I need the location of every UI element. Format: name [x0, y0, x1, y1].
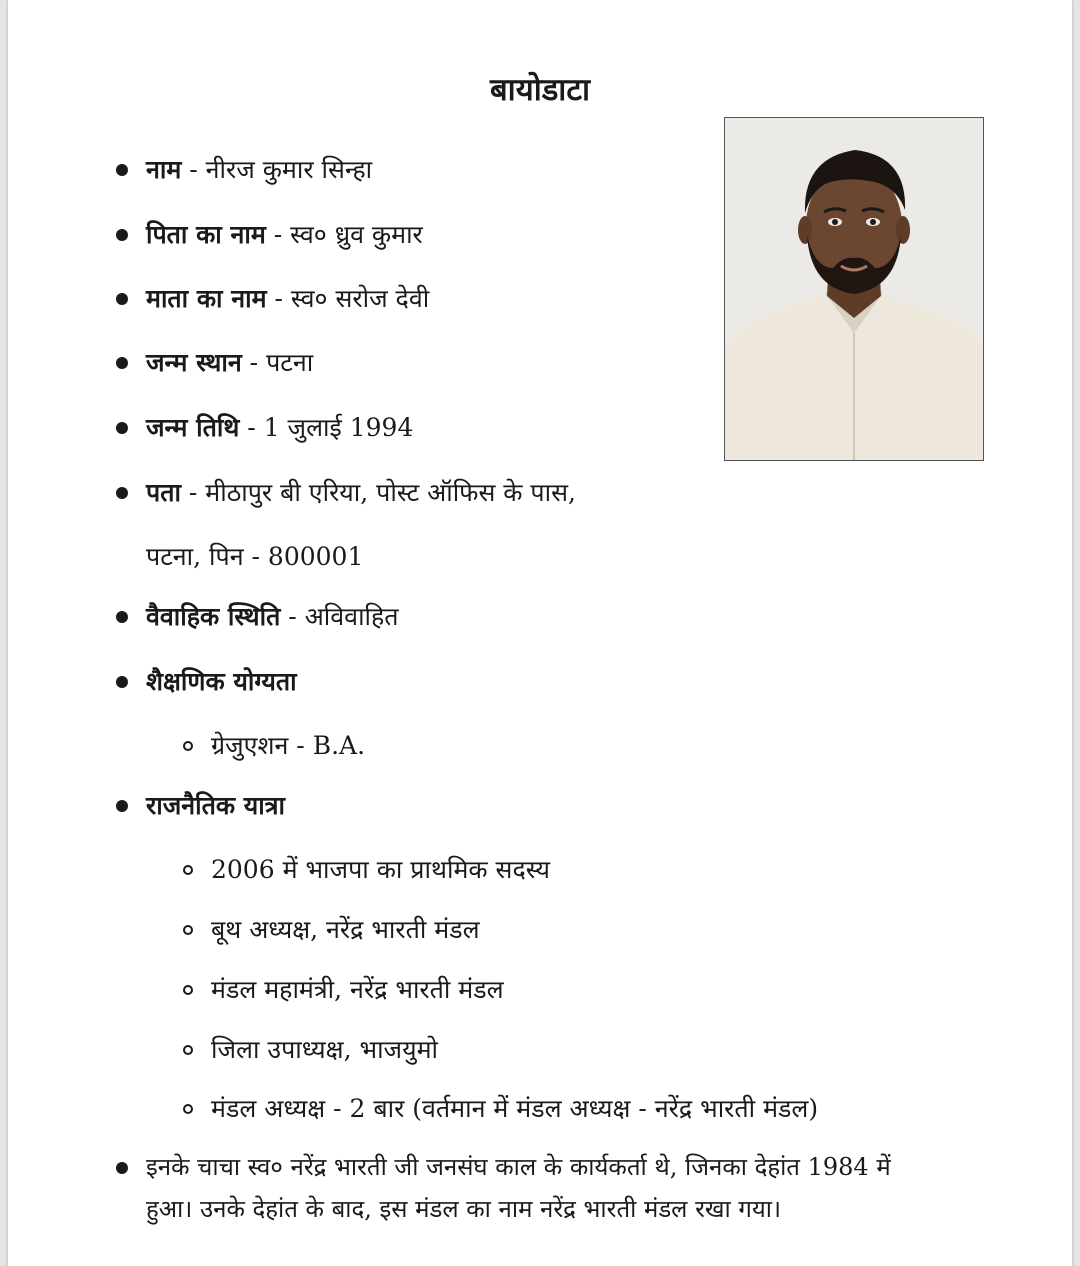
address-line-2: पटना, पिन - 800001: [146, 542, 364, 571]
bullet: [116, 293, 128, 305]
list-item-father-name: पिता का नाम - स्व० ध्रुव कुमार: [146, 220, 423, 249]
politics-item: बूथ अध्यक्ष, नरेंद्र भारती मंडल: [211, 915, 480, 944]
bullet: [116, 1162, 128, 1174]
bullet: [116, 229, 128, 241]
list-item-name: नाम - नीरज कुमार सिन्हा: [146, 155, 373, 184]
bullet: [116, 487, 128, 499]
note-line-1: इनके चाचा स्व० नरेंद्र भारती जी जनसंघ काल के कार्यकर्ता थे, जिनका देहांत 1984 में: [146, 1153, 891, 1181]
document-page: [8, 0, 1072, 1266]
bullet: [116, 422, 128, 434]
education-item: ग्रेजुएशन - B.A.: [211, 731, 366, 760]
list-item-address: पता - मीठापुर बी एरिया, पोस्ट ऑफिस के पास,: [146, 478, 576, 507]
profile-photo: [724, 117, 984, 461]
page-title: बायोडाटा: [489, 72, 590, 108]
politics-item: जिला उपाध्यक्ष, भाजयुमो: [211, 1035, 439, 1064]
sub-bullet: [183, 865, 193, 875]
list-item-birth-date: जन्म तिथि - 1 जुलाई 1994: [146, 413, 414, 442]
politics-item: 2006 में भाजपा का प्राथमिक सदस्य: [211, 855, 550, 884]
note-line-2: हुआ। उनके देहांत के बाद, इस मंडल का नाम नरेंद्र भारती मंडल रखा गया।: [146, 1195, 782, 1223]
politics-item: मंडल महामंत्री, नरेंद्र भारती मंडल: [211, 975, 504, 1004]
bullet: [116, 357, 128, 369]
sub-bullet: [183, 1104, 193, 1114]
bullet: [116, 676, 128, 688]
sub-bullet: [183, 925, 193, 935]
portrait-illustration: [725, 118, 983, 460]
education-heading: शैक्षणिक योग्यता: [146, 667, 297, 696]
bullet: [116, 800, 128, 812]
list-item-mother-name: माता का नाम - स्व० सरोज देवी: [146, 284, 430, 313]
list-item-marital-status: वैवाहिक स्थिति - अविवाहित: [146, 602, 399, 631]
politics-item: मंडल अध्यक्ष - 2 बार (वर्तमान में मंडल अध्यक्ष - नरेंद्र भारती मंडल): [211, 1094, 819, 1123]
bullet: [116, 164, 128, 176]
list-item-birth-place: जन्म स्थान - पटना: [146, 348, 314, 377]
politics-heading: राजनैतिक यात्रा: [146, 791, 286, 820]
sub-bullet: [183, 985, 193, 995]
bullet: [116, 611, 128, 623]
sub-bullet: [183, 741, 193, 751]
sub-bullet: [183, 1045, 193, 1055]
